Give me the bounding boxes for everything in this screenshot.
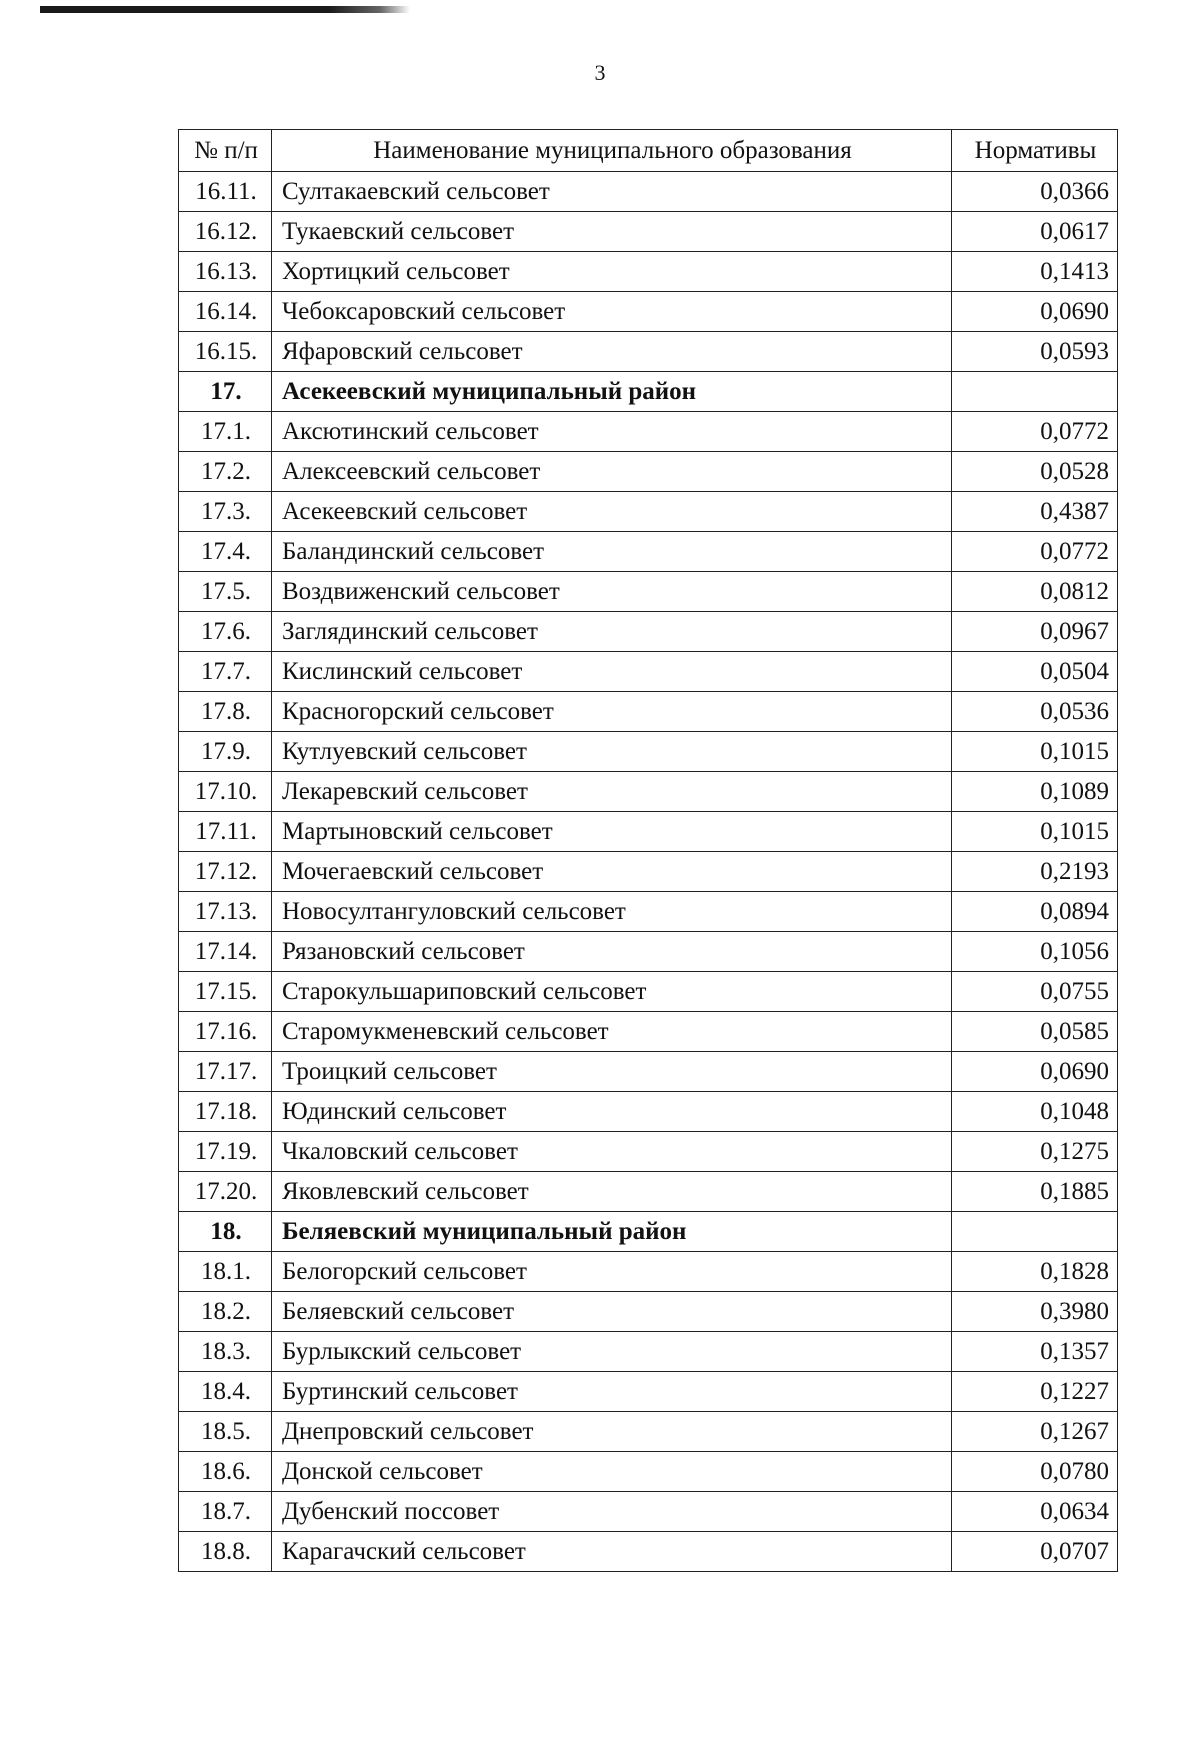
row-number: 18.6.: [179, 1452, 272, 1492]
row-number: 18.: [179, 1212, 272, 1252]
header-name: Наименование муниципального образования: [272, 130, 952, 172]
header-row: [179, 130, 1118, 172]
row-name: Старокульшариповский сельсовет: [272, 972, 952, 1012]
table-row: [179, 612, 1118, 652]
row-name: Рязановский сельсовет: [272, 932, 952, 972]
table-row: [179, 972, 1118, 1012]
row-value: 0,3980: [952, 1292, 1118, 1332]
row-value: 0,0366: [952, 172, 1118, 212]
row-name: Юдинский сельсовет: [272, 1092, 952, 1132]
row-number: 17.5.: [179, 572, 272, 612]
row-value: 0,1828: [952, 1252, 1118, 1292]
row-name: Беляевский муниципальный район: [272, 1212, 952, 1252]
scan-edge-mark: [40, 6, 410, 13]
row-name: Буртинский сельсовет: [272, 1372, 952, 1412]
table-row: [179, 252, 1118, 292]
row-name: Донской сельсовет: [272, 1452, 952, 1492]
table-body: [179, 172, 1118, 1572]
row-value: 0,0585: [952, 1012, 1118, 1052]
row-value: 0,0755: [952, 972, 1118, 1012]
row-value: 0,0634: [952, 1492, 1118, 1532]
row-name: Мартыновский сельсовет: [272, 812, 952, 852]
table-row: [179, 1452, 1118, 1492]
section-row: [179, 1212, 1118, 1252]
row-name: Красногорский сельсовет: [272, 692, 952, 732]
row-value: 0,0772: [952, 532, 1118, 572]
row-name: Асекеевский сельсовет: [272, 492, 952, 532]
row-value: 0,1227: [952, 1372, 1118, 1412]
table-row: [179, 1252, 1118, 1292]
table-row: [179, 1132, 1118, 1172]
row-value: 0,0617: [952, 212, 1118, 252]
row-number: 17.2.: [179, 452, 272, 492]
row-name: Султакаевский сельсовет: [272, 172, 952, 212]
table-row: [179, 332, 1118, 372]
row-name: Яфаровский сельсовет: [272, 332, 952, 372]
row-name: Бурлыкский сельсовет: [272, 1332, 952, 1372]
row-number: 18.7.: [179, 1492, 272, 1532]
row-name: Асекеевский муниципальный район: [272, 372, 952, 412]
row-value: 0,0967: [952, 612, 1118, 652]
row-value: 0,0690: [952, 292, 1118, 332]
row-value: 0,0593: [952, 332, 1118, 372]
row-number: 16.11.: [179, 172, 272, 212]
page-number: 3: [594, 60, 606, 85]
row-number: 17.10.: [179, 772, 272, 812]
row-value: 0,1275: [952, 1132, 1118, 1172]
row-number: 16.13.: [179, 252, 272, 292]
row-number: 16.14.: [179, 292, 272, 332]
row-number: 18.3.: [179, 1332, 272, 1372]
row-name: Кутлуевский сельсовет: [272, 732, 952, 772]
table-row: [179, 1172, 1118, 1212]
row-name: Беляевский сельсовет: [272, 1292, 952, 1332]
header-value: Нормативы: [952, 130, 1118, 172]
row-value: 0,1267: [952, 1412, 1118, 1452]
row-name: Белогорский сельсовет: [272, 1252, 952, 1292]
row-value: 0,0812: [952, 572, 1118, 612]
row-number: 18.5.: [179, 1412, 272, 1452]
row-name: Чебоксаровский сельсовет: [272, 292, 952, 332]
row-name: Мочегаевский сельсовет: [272, 852, 952, 892]
row-number: 17.9.: [179, 732, 272, 772]
row-value: 0,1048: [952, 1092, 1118, 1132]
row-value: 0,0894: [952, 892, 1118, 932]
row-number: 17.8.: [179, 692, 272, 732]
row-value: 0,0528: [952, 452, 1118, 492]
row-number: 17.18.: [179, 1092, 272, 1132]
table-row: [179, 492, 1118, 532]
table-row: [179, 892, 1118, 932]
row-name: Дубенский поссовет: [272, 1492, 952, 1532]
row-value: 0,0504: [952, 652, 1118, 692]
table-row: [179, 1532, 1118, 1572]
row-name: Яковлевский сельсовет: [272, 1172, 952, 1212]
row-value: 0,1015: [952, 812, 1118, 852]
row-name: Старомукменевский сельсовет: [272, 1012, 952, 1052]
row-name: Карагачский сельсовет: [272, 1532, 952, 1572]
row-value: 0,1056: [952, 932, 1118, 972]
table-row: [179, 652, 1118, 692]
row-name: Лекаревский сельсовет: [272, 772, 952, 812]
row-number: 18.1.: [179, 1252, 272, 1292]
row-value: 0,1089: [952, 772, 1118, 812]
table-row: [179, 172, 1118, 212]
table-row: [179, 812, 1118, 852]
norms-table: [178, 129, 1118, 1572]
row-number: 16.12.: [179, 212, 272, 252]
table-row: [179, 692, 1118, 732]
row-number: 17.: [179, 372, 272, 412]
row-name: Хортицкий сельсовет: [272, 252, 952, 292]
row-name: Заглядинский сельсовет: [272, 612, 952, 652]
table-row: [179, 1292, 1118, 1332]
row-number: 17.4.: [179, 532, 272, 572]
row-value: 0,2193: [952, 852, 1118, 892]
row-number: 17.12.: [179, 852, 272, 892]
row-number: 17.15.: [179, 972, 272, 1012]
row-name: Днепровский сельсовет: [272, 1412, 952, 1452]
section-row: [179, 372, 1118, 412]
row-value: 0,0536: [952, 692, 1118, 732]
row-name: Тукаевский сельсовет: [272, 212, 952, 252]
table-row: [179, 452, 1118, 492]
row-number: 16.15.: [179, 332, 272, 372]
row-number: 18.8.: [179, 1532, 272, 1572]
table-row: [179, 1012, 1118, 1052]
row-value: 0,0780: [952, 1452, 1118, 1492]
row-name: Чкаловский сельсовет: [272, 1132, 952, 1172]
row-number: 17.3.: [179, 492, 272, 532]
row-number: 17.20.: [179, 1172, 272, 1212]
table-row: [179, 532, 1118, 572]
row-name: Воздвиженский сельсовет: [272, 572, 952, 612]
row-number: 17.7.: [179, 652, 272, 692]
row-name: Кислинский сельсовет: [272, 652, 952, 692]
row-value: [952, 372, 1118, 412]
table-row: [179, 1092, 1118, 1132]
row-number: 17.16.: [179, 1012, 272, 1052]
table-header: [179, 130, 1118, 172]
row-number: 17.11.: [179, 812, 272, 852]
header-number: № п/п: [179, 130, 272, 172]
row-number: 18.4.: [179, 1372, 272, 1412]
row-name: Троицкий сельсовет: [272, 1052, 952, 1092]
row-number: 17.6.: [179, 612, 272, 652]
row-value: 0,4387: [952, 492, 1118, 532]
table-row: [179, 1492, 1118, 1532]
table-row: [179, 1372, 1118, 1412]
table-row: [179, 772, 1118, 812]
table-row: [179, 1332, 1118, 1372]
row-number: 17.1.: [179, 412, 272, 452]
row-name: Алексеевский сельсовет: [272, 452, 952, 492]
row-value: 0,0690: [952, 1052, 1118, 1092]
row-number: 17.14.: [179, 932, 272, 972]
row-value: [952, 1212, 1118, 1252]
table-row: [179, 572, 1118, 612]
row-name: Баландинский сельсовет: [272, 532, 952, 572]
table-row: [179, 852, 1118, 892]
row-name: Аксютинский сельсовет: [272, 412, 952, 452]
table-row: [179, 932, 1118, 972]
row-number: 18.2.: [179, 1292, 272, 1332]
table-row: [179, 732, 1118, 772]
table-row: [179, 1412, 1118, 1452]
row-value: 0,1357: [952, 1332, 1118, 1372]
row-number: 17.17.: [179, 1052, 272, 1092]
row-value: 0,0772: [952, 412, 1118, 452]
row-value: 0,0707: [952, 1532, 1118, 1572]
row-value: 0,1015: [952, 732, 1118, 772]
table-row: [179, 292, 1118, 332]
row-value: 0,1885: [952, 1172, 1118, 1212]
table-row: [179, 212, 1118, 252]
row-number: 17.19.: [179, 1132, 272, 1172]
row-value: 0,1413: [952, 252, 1118, 292]
row-number: 17.13.: [179, 892, 272, 932]
table-row: [179, 412, 1118, 452]
table-row: [179, 1052, 1118, 1092]
row-name: Новосултангуловский сельсовет: [272, 892, 952, 932]
